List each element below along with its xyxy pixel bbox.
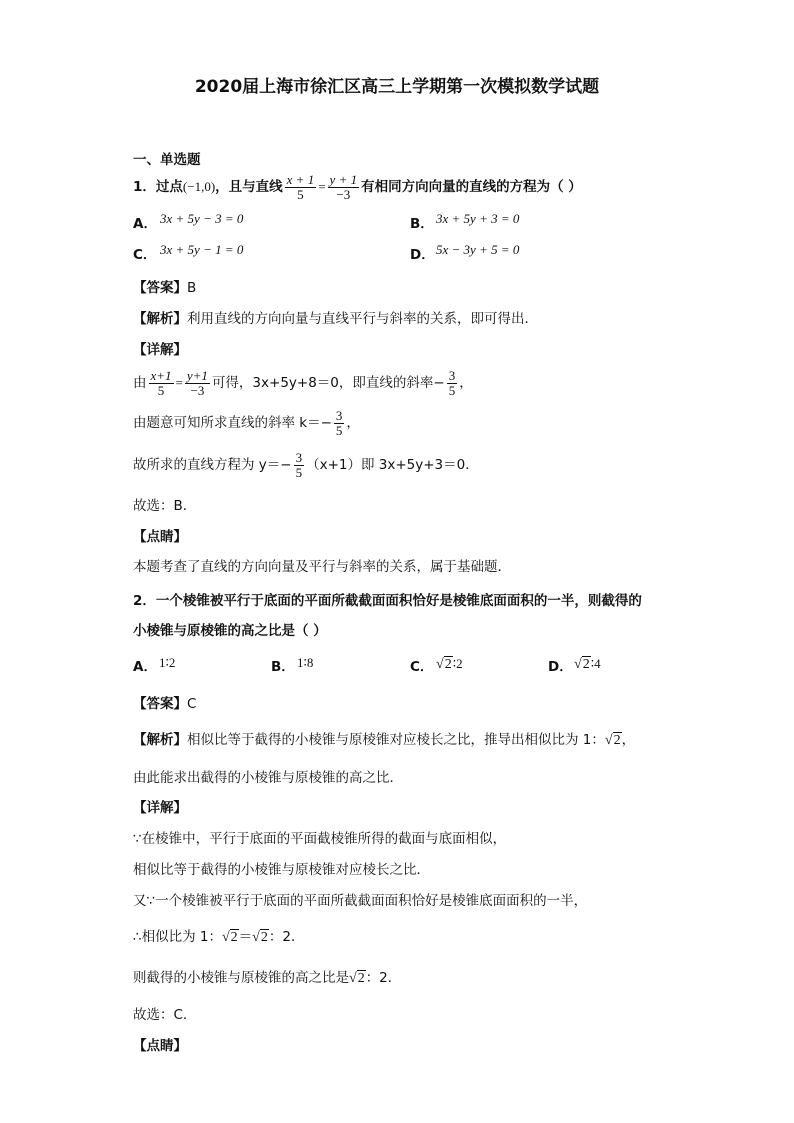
q1-stem-a: 过点 (155, 179, 183, 195)
q1-comment: 本题考查了直线的方向向量及平行与斜率的关系，属于基础题． (133, 559, 511, 575)
q1-option-a-label: A． (133, 216, 157, 232)
fraction: $\frac{y+1}{-3}$ (186, 367, 208, 398)
q2-detail-tag: 【详解】 (133, 800, 187, 816)
q1-detail-line-2: 由题意可知所求直线的斜率 k＝− $\frac{3}{5}$ ， (133, 407, 360, 438)
sqrt-symbol: √2 (252, 930, 268, 945)
q1-detail-line-3: 故所求的直线方程为 y＝− $\frac{3}{5}$ （x+1）即 3x+5y+3＝0． (133, 449, 479, 480)
q1-stem: 1．过点(−1,0)，且与直线 $\frac{x + 1}{5}$ = $\frac{y + 1}{-3}$ 有相同方向向量的直线的方程为（ ） (133, 171, 582, 202)
q1-option-d: 5x − 3y + 5 = 0 (436, 242, 520, 257)
q2-stem-line-1: 2．一个棱锥被平行于底面的平面所截截面面积恰好是棱锥底面面积的一半，则截得的 (133, 593, 642, 609)
q1-option-c: 3x + 5y − 1 = 0 (160, 242, 244, 257)
q2-detail-line-2: 相似比等于截得的小棱锥与原棱锥对应棱长之比． (133, 862, 430, 878)
q1-point: (−1,0) (182, 179, 216, 194)
q1-stem-c: 有相同方向向量的直线的方程为（ ） (361, 179, 582, 195)
fraction: $\frac{3}{5}$ (335, 407, 343, 438)
sqrt-symbol: √2 (574, 657, 590, 672)
q2-detail-line-4: ∴相似比为 1：√2＝√2：2． (133, 929, 305, 945)
q1-choice: 故选：B． (133, 498, 197, 514)
fraction: $\frac{3}{5}$ (448, 367, 456, 398)
sqrt-symbol: √2 (436, 657, 452, 672)
q2-stem-line-2: 小棱锥与原棱锥的高之比是（ ） (133, 623, 327, 639)
q2-choice: 故选：C． (133, 1007, 197, 1023)
q2-option-c-label: C． (410, 659, 434, 675)
q2-comment-tag: 【点睛】 (133, 1038, 187, 1054)
q1-answer: 【答案】B (133, 280, 197, 296)
q1-fraction-2: $\frac{y + 1}{-3}$ (329, 171, 358, 202)
q2-option-b-label: B． (271, 659, 295, 675)
q2-option-d-label: D． (548, 659, 573, 675)
sqrt-symbol: √2 (349, 971, 365, 986)
q1-option-b-label: B． (410, 216, 434, 232)
q2-analysis: 【解析】相似比等于截得的小棱锥与原棱锥对应棱长之比，推导出相似比为 1：√2， (133, 732, 636, 748)
sqrt-symbol: √2 (221, 930, 238, 945)
q2-option-a-label: A． (133, 659, 157, 675)
fraction: $\frac{3}{5}$ (295, 449, 303, 480)
q1-option-a: 3x + 5y − 3 = 0 (160, 211, 244, 226)
q1-comment-tag: 【点睛】 (133, 529, 187, 545)
q2-option-b: 1∶8 (297, 655, 314, 670)
q1-detail-line-1: 由 $\frac{x+1}{5}$ = $\frac{y+1}{-3}$ 可得，3x+5y+8＝0，即直线的斜率− $\frac{3}{5}$ ， (133, 367, 473, 398)
section-heading: 一、单选题 (133, 152, 201, 168)
q2-option-a: 1∶2 (159, 655, 176, 670)
q2-detail-line-1: ∵在棱锥中，平行于底面的平面截棱锥所得的截面与底面相似， (133, 831, 507, 847)
q2-analysis-line-2: 由此能求出截得的小棱锥与原棱锥的高之比． (133, 770, 403, 786)
fraction: $\frac{x+1}{5}$ (150, 367, 172, 398)
q2-option-d: √2∶4 (574, 656, 601, 672)
page-title: 2020届上海市徐汇区高三上学期第一次模拟数学试题 (194, 77, 600, 97)
q1-number: 1． (133, 179, 156, 195)
sqrt-symbol: √2 (604, 733, 621, 748)
q1-stem-b: ，且与直线 (215, 179, 283, 195)
q1-option-c-label: C． (133, 247, 157, 263)
q1-detail-tag: 【详解】 (133, 342, 187, 358)
q2-detail-line-3: 又∵一个棱锥被平行于底面的平面所截截面面积恰好是棱锥底面面积的一半， (133, 893, 588, 909)
q2-detail-line-5: 则截得的小棱锥与原棱锥的高之比是√2：2． (133, 970, 402, 986)
q1-fraction-1: $\frac{x + 1}{5}$ (286, 171, 315, 202)
q1-option-d-label: D． (410, 247, 435, 263)
q2-answer: 【答案】C (133, 696, 197, 712)
q1-option-b: 3x + 5y + 3 = 0 (436, 211, 520, 226)
q2-option-c: √2∶2 (436, 656, 463, 672)
q1-analysis: 【解析】利用直线的方向向量与直线平行与斜率的关系，即可得出． (133, 311, 538, 327)
